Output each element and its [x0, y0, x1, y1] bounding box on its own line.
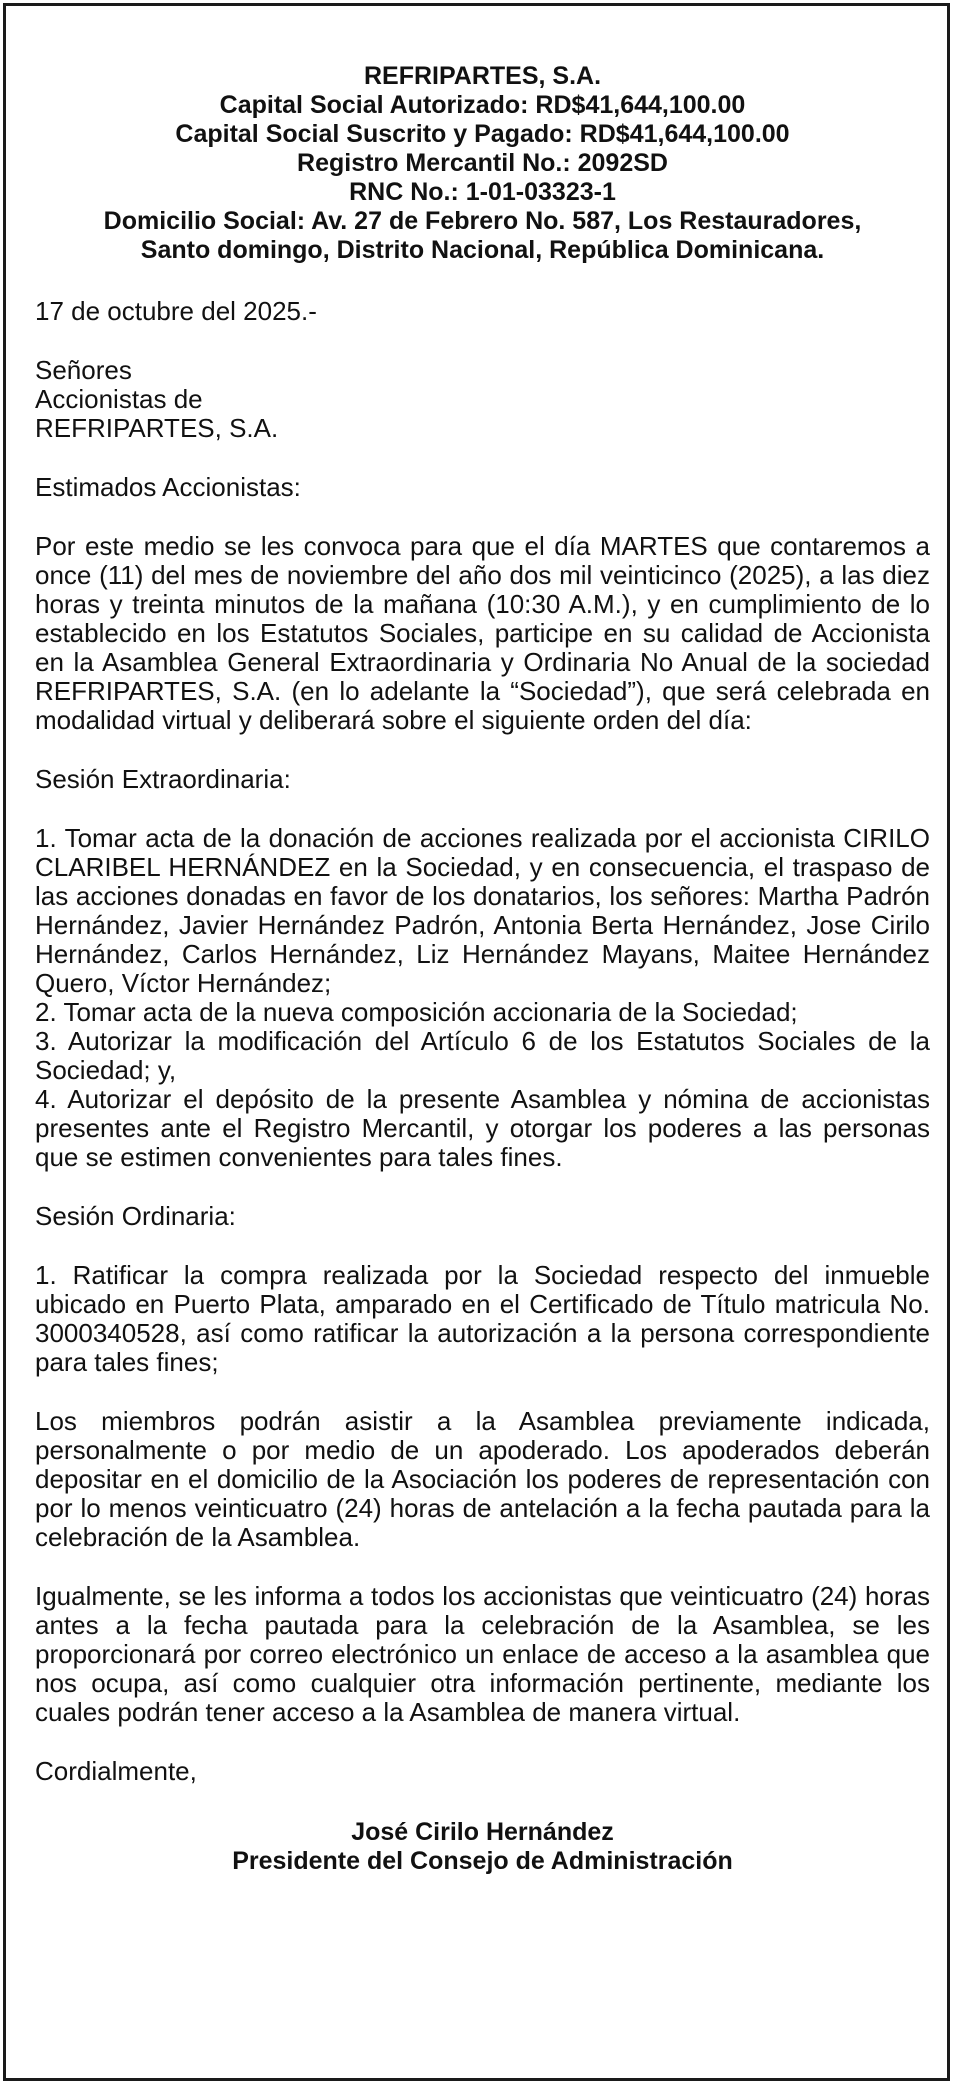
domicilio-line-1: Domicilio Social: Av. 27 de Febrero No. 587, Los Restauradores, [103, 207, 862, 235]
ordinaria-title: Sesión Ordinaria: [35, 1201, 236, 1231]
agenda-item: 1. Tomar acta de la donación de acciones realizada por el accionista CIRILO CLARIBEL HERNÁNDEZ en la Sociedad, y en consecuencia, el traspaso de las acciones donadas en favor de los donatarios, los señores: Martha Padrón Hernández, Javier Hernández Padrón, Antonia Berta Hernández, Jose Cirilo Hernández, Carlos Hernández, Liz Hernández Mayans, Maitee Hernández Quero, Víctor Hernández; [35, 823, 930, 998]
addressee-block [35, 356, 930, 443]
addressee-line-3: REFRIPARTES, S.A. [35, 413, 279, 443]
rnc-number: RNC No.: 1-01-03323-1 [349, 178, 616, 206]
miembros-paragraph: Los miembros podrán asistir a la Asamblea previamente indicada, personalmente o por medio de un apoderado. Los apoderados deberán depositar en el domicilio de la Asociación los poderes de representación con por lo menos veinticuatro (24) horas de antelación a la fecha pautada para la celebración de la Asamblea. [35, 1406, 930, 1552]
notice-frame [3, 3, 950, 2081]
extraordinaria-agenda [35, 824, 930, 1172]
registro-mercantil: Registro Mercantil No.: 2092SD [297, 149, 668, 177]
agenda-item: 2. Tomar acta de la nueva composición accionaria de la Sociedad; [35, 997, 798, 1027]
igualmente-paragraph: Igualmente, se les informa a todos los accionistas que veinticuatro (24) horas antes a la fecha pautada para la celebración de la Asamblea, se les proporcionará por correo electrónico un enlace de acceso a la asamblea que nos ocupa, así como cualquier otra información pertinente, mediante los cuales podrán tener acceso a la Asamblea de manera virtual. [35, 1581, 930, 1727]
intro-paragraph: Por este medio se les convoca para que el día MARTES que contaremos a once (11) del mes de noviembre del año dos mil veinticinco (2025), a las diez horas y treinta minutos de la mañana (10:30 A.M.), y en cumplimiento de lo establecido en los Estatutos Sociales, participe en su calidad de Accionista en la Asamblea General Extraordinaria y Ordinaria No Anual de la sociedad REFRIPARTES, S.A. (en lo adelante la “Sociedad”), que será celebrada en modalidad virtual y deliberará sobre el siguiente orden del día: [35, 531, 930, 735]
domicilio-line-2: Santo domingo, Distrito Nacional, República Dominicana. [140, 236, 825, 264]
closing: Cordialmente, [35, 1756, 197, 1786]
ordinaria-agenda [35, 1261, 930, 1377]
company-name: REFRIPARTES, S.A. [363, 62, 602, 90]
agenda-item: 3. Autorizar la modificación del Artículo 6 de los Estatutos Sociales de la Sociedad; y, [35, 1026, 930, 1085]
addressee-line-2: Accionistas de [35, 384, 203, 414]
notice-content [35, 62, 930, 1876]
company-header [35, 62, 930, 265]
addressee-line-1: Señores [35, 355, 132, 385]
capital-autorizado: Capital Social Autorizado: RD$41,644,100.00 [219, 91, 746, 119]
signature-block [35, 1818, 930, 1876]
salutation: Estimados Accionistas: [35, 472, 301, 502]
notice-date: 17 de octubre del 2025.- [35, 296, 317, 326]
capital-suscrito: Capital Social Suscrito y Pagado: RD$41,644,100.00 [175, 120, 790, 148]
agenda-item: 4. Autorizar el depósito de la presente Asamblea y nómina de accionistas presentes ante el Registro Mercantil, y otorgar los poderes a las personas que se estimen convenientes para tales fines. [35, 1084, 930, 1172]
signatory-name: José Cirilo Hernández [351, 1818, 614, 1846]
signatory-title: Presidente del Consejo de Administración [232, 1847, 733, 1875]
agenda-item: 1. Ratificar la compra realizada por la Sociedad respecto del inmueble ubicado en Puerto Plata, amparado en el Certificado de Título matricula No. 3000340528, así como ratificar la autorización a la persona correspondiente para tales fines; [35, 1260, 930, 1377]
extraordinaria-title: Sesión Extraordinaria: [35, 764, 291, 794]
